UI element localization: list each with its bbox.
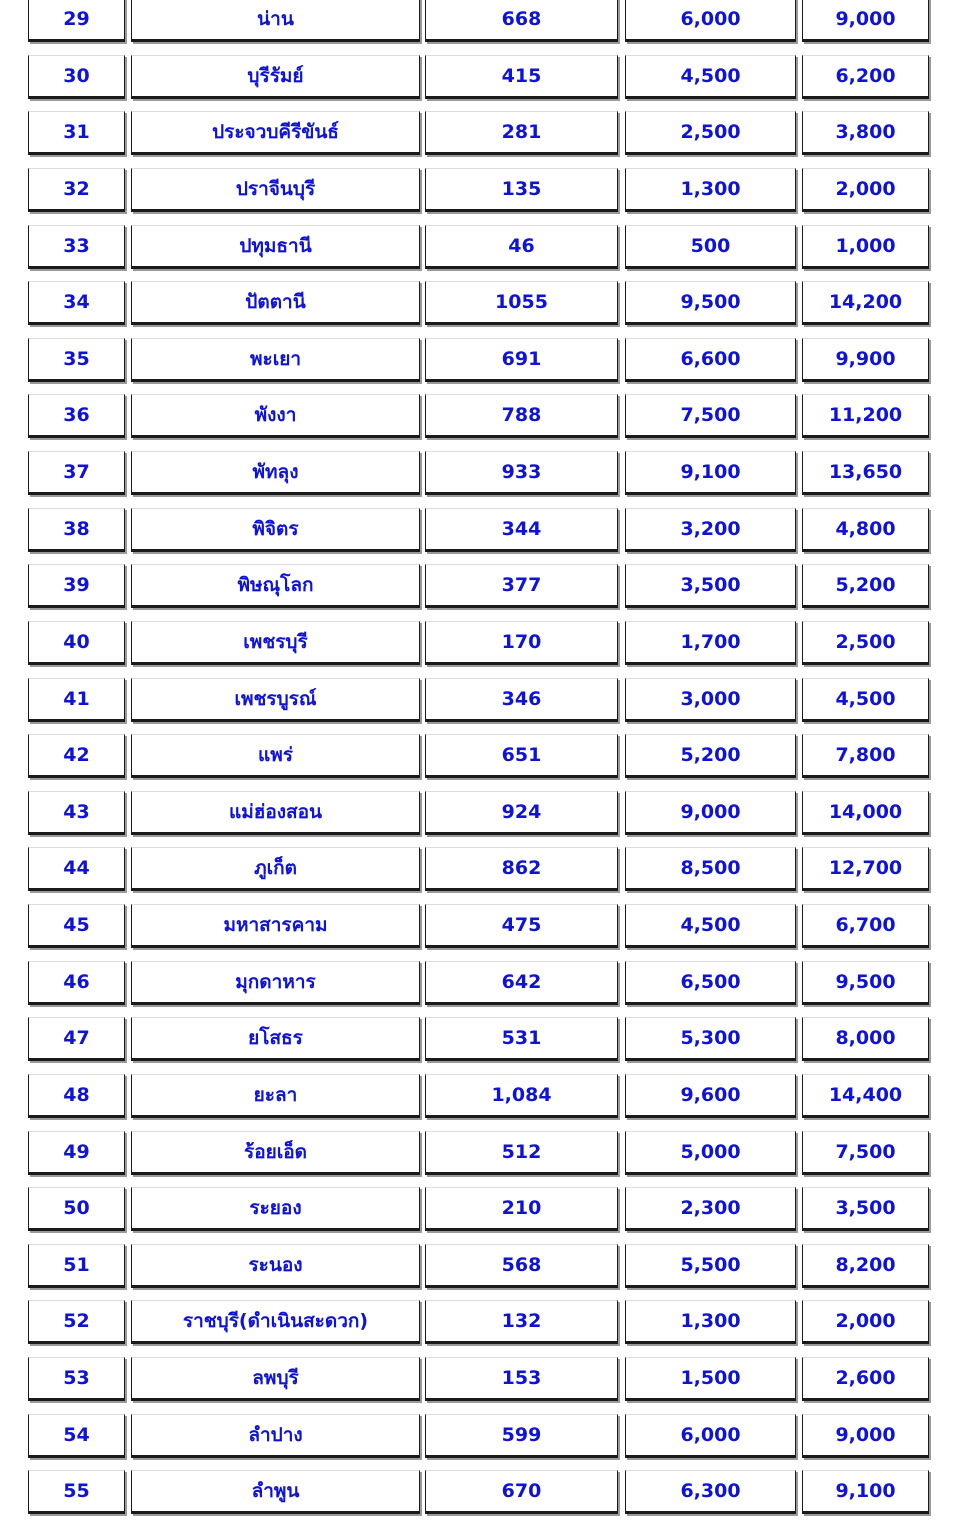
province-name-cell: บุรีรัมย์ [131,55,420,99]
value-cell-2: 2,300 [625,1187,796,1231]
value-cell-1: 344 [425,508,618,552]
row-number-cell: 41 [28,678,125,722]
value-cell-3: 8,200 [802,1244,929,1288]
value-cell-1: 568 [425,1244,618,1288]
row-number-cell: 33 [28,225,125,269]
value-cell-3: 12,700 [802,847,929,891]
row-number-cell: 54 [28,1414,125,1458]
row-number-cell: 36 [28,394,125,438]
row-number-cell: 53 [28,1357,125,1401]
province-name-cell: แม่ฮ่องสอน [131,791,420,835]
value-cell-2: 1,300 [625,168,796,212]
row-number-cell: 32 [28,168,125,212]
value-cell-3: 9,500 [802,961,929,1005]
value-cell-1: 933 [425,451,618,495]
province-name-cell: เพชรบุรี [131,621,420,665]
value-cell-3: 1,000 [802,225,929,269]
value-cell-2: 3,500 [625,564,796,608]
value-cell-3: 2,500 [802,621,929,665]
province-name-cell: แพร่ [131,734,420,778]
table-row [0,105,960,162]
table-row [0,1011,960,1068]
row-number-cell: 52 [28,1300,125,1344]
value-cell-3: 9,000 [802,1414,929,1458]
value-cell-1: 651 [425,734,618,778]
table-row [0,49,960,106]
value-cell-2: 4,500 [625,55,796,99]
row-number-cell: 39 [28,564,125,608]
row-number-cell: 29 [28,0,125,42]
table-row [0,728,960,785]
value-cell-2: 1,300 [625,1300,796,1344]
value-cell-3: 6,700 [802,904,929,948]
value-cell-3: 2,000 [802,1300,929,1344]
value-cell-2: 9,600 [625,1074,796,1118]
row-number-cell: 46 [28,961,125,1005]
table-row [0,0,960,49]
value-cell-1: 670 [425,1470,618,1514]
table-row [0,1408,960,1465]
table-row [0,558,960,615]
value-cell-2: 6,000 [625,0,796,42]
province-name-cell: พิจิตร [131,508,420,552]
value-cell-2: 3,200 [625,508,796,552]
value-cell-1: 1055 [425,281,618,325]
province-name-cell: ระยอง [131,1187,420,1231]
value-cell-1: 415 [425,55,618,99]
province-name-cell: มหาสารคาม [131,904,420,948]
value-cell-3: 5,200 [802,564,929,608]
value-cell-2: 6,300 [625,1470,796,1514]
value-cell-3: 3,800 [802,111,929,155]
value-cell-2: 9,500 [625,281,796,325]
value-cell-2: 6,000 [625,1414,796,1458]
value-cell-3: 7,800 [802,734,929,778]
table-row [0,841,960,898]
value-cell-2: 3,000 [625,678,796,722]
row-number-cell: 42 [28,734,125,778]
table-row [0,615,960,672]
value-cell-3: 2,600 [802,1357,929,1401]
value-cell-1: 210 [425,1187,618,1231]
value-cell-2: 9,000 [625,791,796,835]
table-row [0,332,960,389]
value-cell-2: 7,500 [625,394,796,438]
value-cell-2: 500 [625,225,796,269]
value-cell-3: 9,000 [802,0,929,42]
value-cell-3: 6,200 [802,55,929,99]
table-row [0,955,960,1012]
province-name-cell: น่าน [131,0,420,42]
province-name-cell: พัทลุง [131,451,420,495]
province-name-cell: ลำปาง [131,1414,420,1458]
row-number-cell: 38 [28,508,125,552]
value-cell-3: 13,650 [802,451,929,495]
province-name-cell: ยะลา [131,1074,420,1118]
province-name-cell: เพชรบูรณ์ [131,678,420,722]
row-number-cell: 47 [28,1017,125,1061]
table-row [0,1068,960,1125]
value-cell-2: 5,200 [625,734,796,778]
table-row [0,502,960,559]
province-name-cell: ลพบุรี [131,1357,420,1401]
table-row [0,275,960,332]
row-number-cell: 50 [28,1187,125,1231]
row-number-cell: 34 [28,281,125,325]
row-number-cell: 37 [28,451,125,495]
table-row [0,219,960,276]
row-number-cell: 55 [28,1470,125,1514]
table-row [0,785,960,842]
table-row [0,388,960,445]
value-cell-1: 512 [425,1131,618,1175]
province-name-cell: ยโสธร [131,1017,420,1061]
value-cell-1: 46 [425,225,618,269]
row-number-cell: 48 [28,1074,125,1118]
province-name-cell: ระนอง [131,1244,420,1288]
value-cell-2: 9,100 [625,451,796,495]
province-name-cell: ปัตตานี [131,281,420,325]
value-cell-3: 4,500 [802,678,929,722]
table-row [0,1294,960,1351]
value-cell-1: 132 [425,1300,618,1344]
value-cell-3: 9,100 [802,1470,929,1514]
table-row [0,1351,960,1408]
value-cell-1: 281 [425,111,618,155]
table-row [0,1125,960,1182]
value-cell-2: 6,600 [625,338,796,382]
value-cell-1: 170 [425,621,618,665]
province-name-cell: ปราจีนบุรี [131,168,420,212]
row-number-cell: 49 [28,1131,125,1175]
value-cell-3: 14,000 [802,791,929,835]
province-name-cell: ประจวบคีรีขันธ์ [131,111,420,155]
row-number-cell: 35 [28,338,125,382]
table-row [0,1181,960,1238]
value-cell-2: 2,500 [625,111,796,155]
row-number-cell: 51 [28,1244,125,1288]
value-cell-2: 1,700 [625,621,796,665]
row-number-cell: 30 [28,55,125,99]
table-row [0,898,960,955]
province-name-cell: ภูเก็ต [131,847,420,891]
row-number-cell: 44 [28,847,125,891]
value-cell-1: 377 [425,564,618,608]
value-cell-2: 6,500 [625,961,796,1005]
row-number-cell: 40 [28,621,125,665]
value-cell-1: 531 [425,1017,618,1061]
value-cell-2: 5,300 [625,1017,796,1061]
province-name-cell: ราชบุรี(ดำเนินสะดวก) [131,1300,420,1344]
value-cell-3: 11,200 [802,394,929,438]
value-cell-1: 642 [425,961,618,1005]
row-number-cell: 43 [28,791,125,835]
value-cell-3: 2,000 [802,168,929,212]
province-name-cell: ร้อยเอ็ด [131,1131,420,1175]
province-name-cell: มุกดาหาร [131,961,420,1005]
value-cell-1: 1,084 [425,1074,618,1118]
value-cell-3: 14,400 [802,1074,929,1118]
value-cell-1: 691 [425,338,618,382]
value-cell-3: 7,500 [802,1131,929,1175]
value-cell-1: 862 [425,847,618,891]
table-row [0,162,960,219]
value-cell-1: 668 [425,0,618,42]
value-cell-3: 9,900 [802,338,929,382]
value-cell-2: 1,500 [625,1357,796,1401]
value-cell-3: 14,200 [802,281,929,325]
row-number-cell: 31 [28,111,125,155]
value-cell-1: 788 [425,394,618,438]
row-number-cell: 45 [28,904,125,948]
table-row [0,1464,960,1521]
value-cell-2: 4,500 [625,904,796,948]
province-name-cell: พิษณุโลก [131,564,420,608]
province-name-cell: ปทุมธานี [131,225,420,269]
value-cell-3: 4,800 [802,508,929,552]
value-cell-1: 153 [425,1357,618,1401]
table-row [0,672,960,729]
province-name-cell: พังงา [131,394,420,438]
table-row [0,445,960,502]
value-cell-1: 346 [425,678,618,722]
value-cell-2: 5,000 [625,1131,796,1175]
value-cell-1: 475 [425,904,618,948]
province-name-cell: ลำพูน [131,1470,420,1514]
value-cell-2: 8,500 [625,847,796,891]
value-cell-2: 5,500 [625,1244,796,1288]
value-cell-1: 135 [425,168,618,212]
table-row [0,1238,960,1295]
value-cell-3: 3,500 [802,1187,929,1231]
value-cell-3: 8,000 [802,1017,929,1061]
province-name-cell: พะเยา [131,338,420,382]
value-cell-1: 599 [425,1414,618,1458]
value-cell-1: 924 [425,791,618,835]
